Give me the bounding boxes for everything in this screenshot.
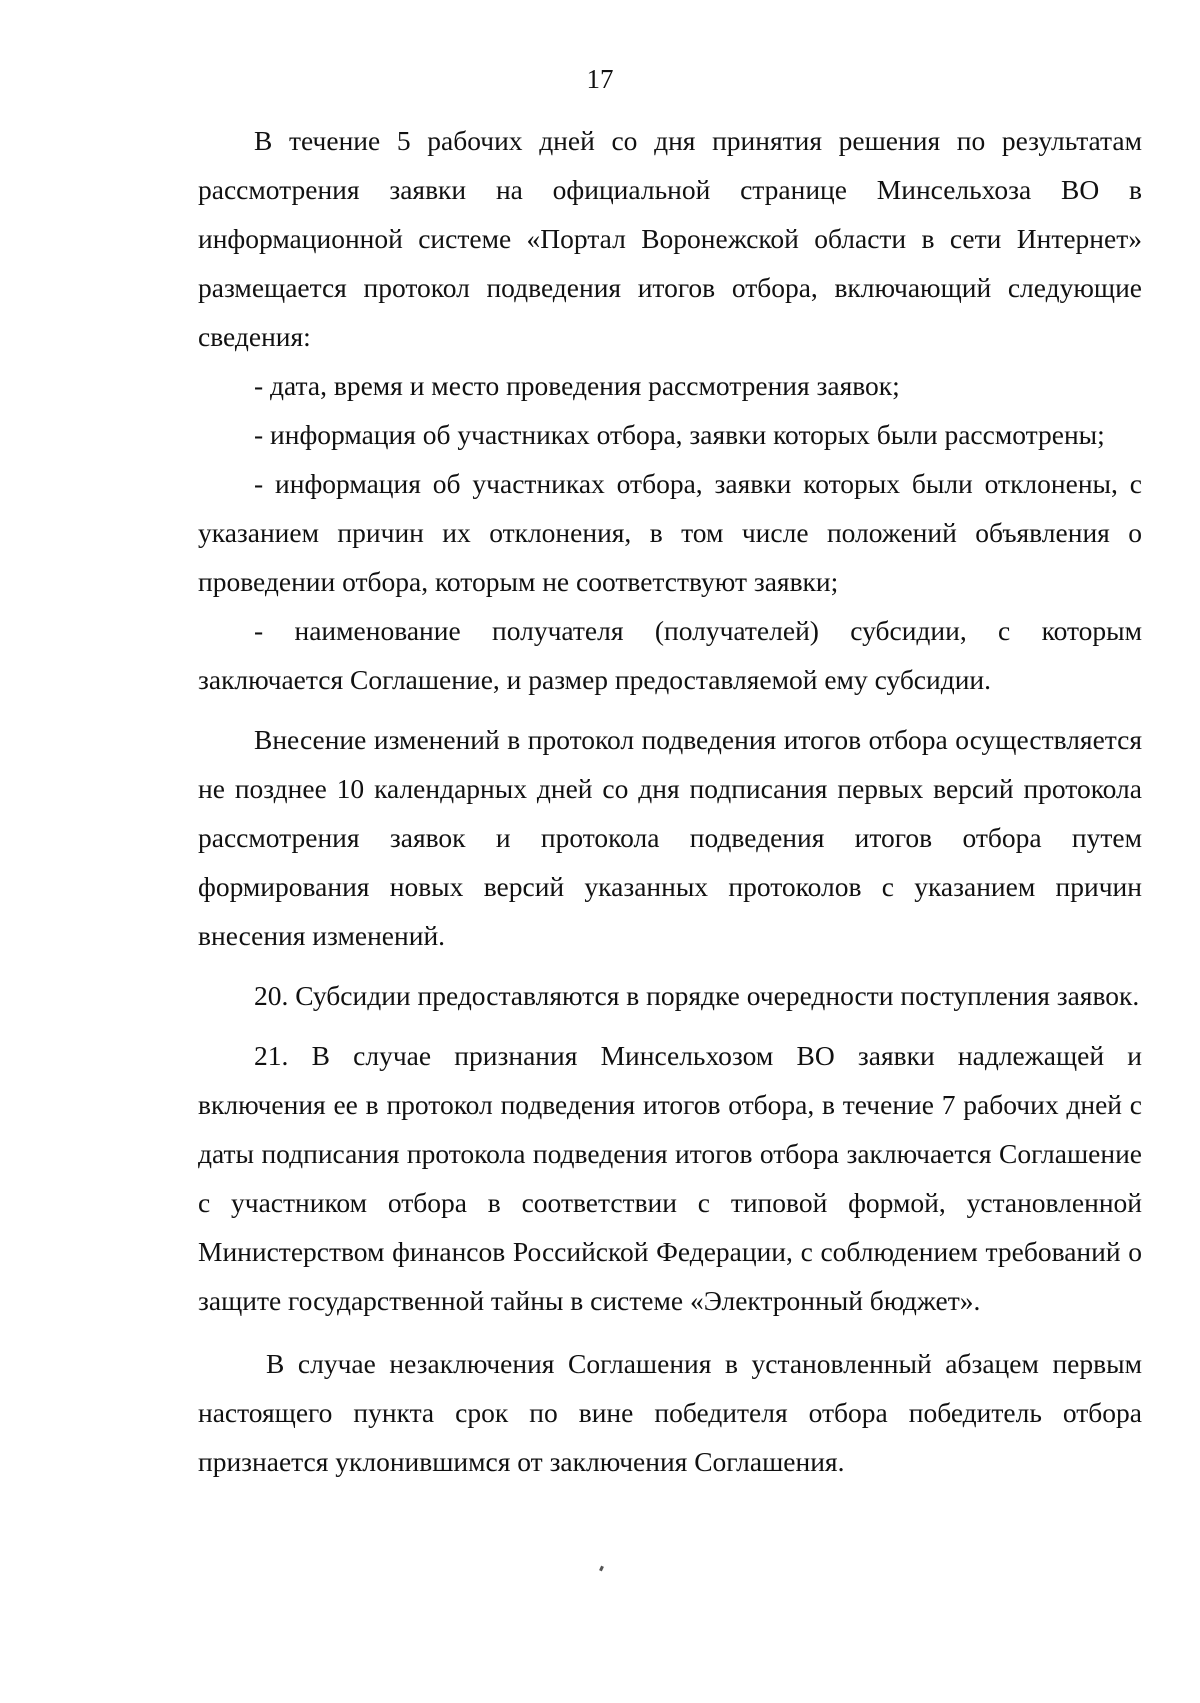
list-item-date-time-place: - дата, время и место проведения рассмотрения заявок; <box>254 370 900 401</box>
paragraph-protocol-changes: Внесение изменений в протокол подведения итогов отбора осуществляется не позднее 10 календарных дней со дня подписания первых версий протокола рассмотрения заявок и протокола подведения итогов отбора путем формирования новых версий указанных протоколов с указанием причин внесения изменений. <box>198 724 1142 951</box>
list-item-considered-participants: - информация об участниках отбора, заявки которых были рассмотрены; <box>254 419 1105 450</box>
paragraph-protocol-publication: В течение 5 рабочих дней со дня принятия решения по результатам рассмотрения заявки на официальной странице Минсельхоза ВО в информационной системе «Портал Воронежской области в сети Интернет» размещается протокол подведения итогов отбора, включающий следующие сведения: <box>198 125 1142 352</box>
list-item-recipient-name: - наименование получателя (получателей) субсидии, с которым заключается Соглашение, и размер предоставляемой ему субсидии. <box>198 615 1142 695</box>
page-number: 17 <box>586 64 614 94</box>
paragraph-item-21: 21. В случае признания Минсельхозом ВО заявки надлежащей и включения ее в протокол подведения итогов отбора, в течение 7 рабочих дней с даты подписания протокола подведения итогов отбора заключается Соглашение с участником отбора в соответствии с типовой формой, установленной Министерством финансов Российской Федерации, с соблюдением требований о защите государственной тайны в системе «Электронный бюджет». <box>198 1040 1142 1316</box>
list-item-rejected-participants: - информация об участниках отбора, заявки которых были отклонены, с указанием причин их отклонения, в том числе положений объявления о проведении отбора, которым не соответствуют заявки; <box>198 468 1142 597</box>
scan-speck-mark <box>599 1566 604 1572</box>
document-body <box>198 116 1142 1486</box>
paragraph-item-20: 20. Субсидии предоставляются в порядке очередности поступления заявок. <box>254 980 1140 1011</box>
paragraph-non-conclusion: В случае незаключения Соглашения в установленный абзацем первым настоящего пункта срок по вине победителя отбора победитель отбора признается уклонившимся от заключения Соглашения. <box>198 1348 1142 1477</box>
